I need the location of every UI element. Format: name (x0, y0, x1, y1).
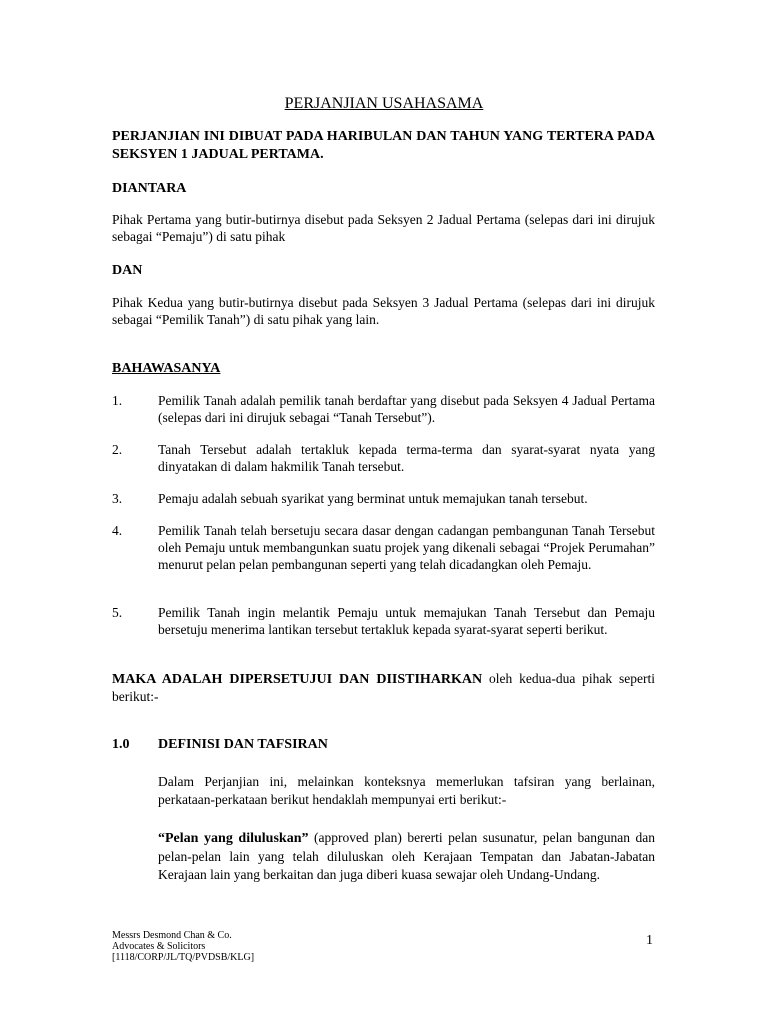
party-two-paragraph: Pihak Kedua yang butir-butirnya disebut pada Seksyen 3 Jadual Pertama (selepas dari ini dirujuk sebagai “Pemilik Tanah”) di satu pihak yang lain. (112, 295, 655, 327)
recital-number: 2. (112, 442, 123, 457)
definition-text: (approved plan) bererti pelan susunatur, pelan bangunan dan pelan-pelan lain yang telah diluluskan oleh Kerajaan Tempatan dan Jabatan-Jabatan Kerajaan lain yang berkaitan dan juga diberi kuasa sewajar oleh Undang-Undang. (158, 830, 655, 882)
definition-paragraph (158, 829, 655, 884)
section-title: DEFINISI DAN TAFSIRAN (158, 737, 328, 752)
intro-paragraph: PERJANJIAN INI DIBUAT PADA HARIBULAN DAN TAHUN YANG TERTERA PADA SEKSYEN 1 JADUAL PERTAMA. (112, 129, 655, 162)
agreement-statement-bold: MAKA ADALAH DIPERSETUJUI DAN DIISTIHARKAN (112, 672, 483, 687)
recital-text: Tanah Tersebut adalah tertakluk kepada terma-terma dan syarat-syarat nyata yang dinyatakan di dalam hakmilik Tanah tersebut. (158, 442, 655, 474)
agreement-statement-rest: oleh kedua-dua pihak seperti berikut:- (112, 671, 655, 704)
footer-firm-type: Advocates & Solicitors (112, 941, 206, 952)
and-heading: DAN (112, 263, 143, 278)
agreement-statement (112, 670, 655, 705)
recital-number: 1. (112, 393, 123, 408)
section-intro-paragraph: Dalam Perjanjian ini, melainkan konteksnya memerlukan tafsiran yang berlainan, perkataan-perkataan berikut hendaklah mempunyai erti berikut:- (158, 774, 655, 807)
recital-number: 3. (112, 491, 123, 506)
page-number: 1 (646, 933, 653, 948)
section-number: 1.0 (112, 737, 130, 752)
footer-reference: [1118/CORP/JL/TQ/PVDSB/KLG] (112, 952, 255, 963)
recital-number: 4. (112, 523, 123, 538)
recital-text: Pemaju adalah sebuah syarikat yang berminat untuk memajukan tanah tersebut. (158, 491, 588, 506)
document-title: PERJANJIAN USAHASAMA (284, 95, 484, 112)
party-one-paragraph: Pihak Pertama yang butir-butirnya disebut pada Seksyen 2 Jadual Pertama (selepas dari ini dirujuk sebagai “Pemaju”) di satu pihak (112, 212, 655, 244)
footer-block (112, 930, 254, 963)
recital-text: Pemilik Tanah telah bersetuju secara dasar dengan cadangan pembangunan Tanah Tersebut oleh Pemaju untuk membangunkan suatu projek yang dikenali sebagai “Projek Perumahan” menurut pelan pelan pembangunan seperti yang telah dicadangkan oleh Pemaju. (158, 523, 655, 572)
recital-text: Pemilik Tanah ingin melantik Pemaju untuk memajukan Tanah Tersebut dan Pemaju bersetuju menerima lantikan tersebut tertakluk kepada syarat-syarat seperti berikut. (158, 605, 655, 637)
footer-firm-name: Messrs Desmond Chan & Co. (112, 930, 232, 941)
recital-number: 5. (112, 605, 123, 620)
whereas-heading: BAHAWASANYA (112, 361, 221, 376)
recital-text: Pemilik Tanah adalah pemilik tanah berdaftar yang disebut pada Seksyen 4 Jadual Pertama (selepas dari ini dirujuk sebagai “Tanah Tersebut”). (158, 393, 655, 425)
between-heading: DIANTARA (112, 181, 187, 196)
definition-term: “Pelan yang diluluskan” (158, 831, 309, 846)
